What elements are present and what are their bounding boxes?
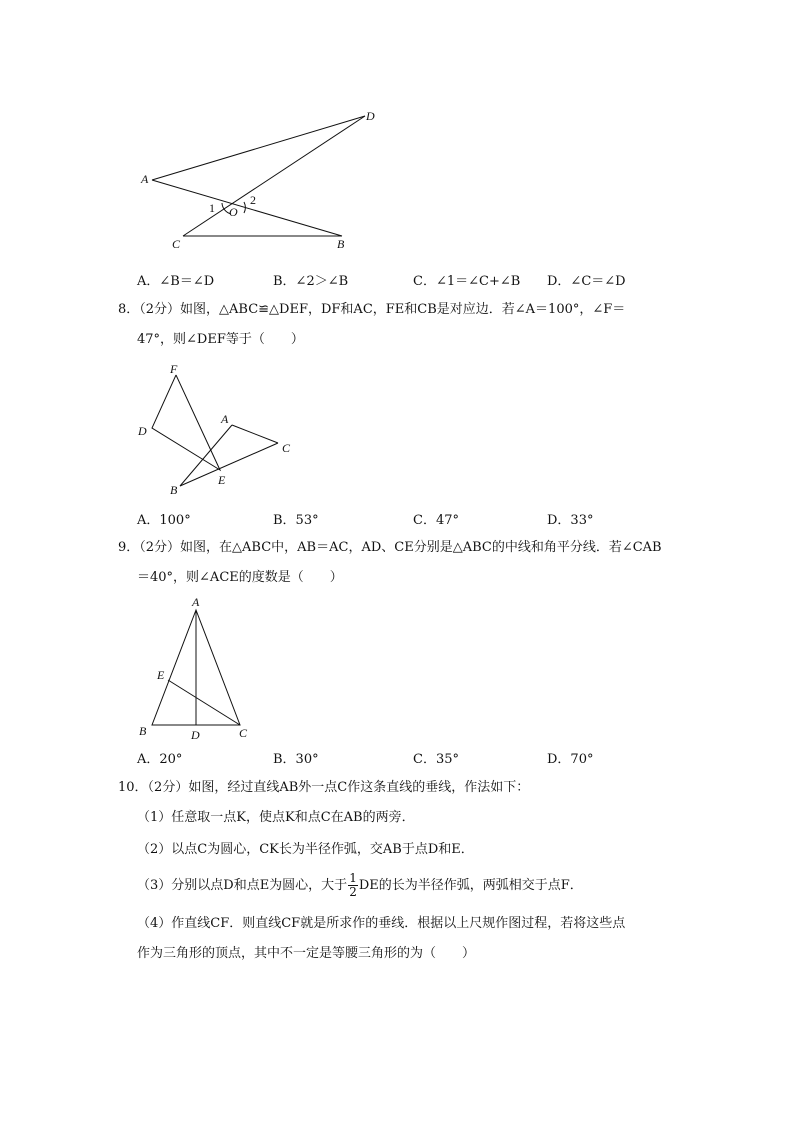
q8-option-c: C．47° [413, 513, 459, 528]
figure-q9-lines [152, 610, 240, 725]
label-B: B [337, 237, 345, 251]
q7-option-d: D．∠C＝∠D [547, 274, 626, 289]
fraction-denominator: 2 [349, 885, 357, 899]
q8-stem-line2: 47°，则∠DEF等于（ ） [137, 332, 304, 347]
q8-stem-line1: 8．（2分）如图，△ABC≌△DEF，DF和AC，FE和CB是对应边．若∠A＝100°，∠F＝ [118, 302, 626, 317]
label-F: F [170, 362, 178, 376]
label-D: D [191, 728, 200, 742]
label-E: E [157, 668, 165, 682]
q9-stem-line2: ＝40°，则∠ACE的度数是（ ） [137, 570, 343, 585]
label-A: A [221, 412, 229, 426]
q9-option-b: B．30° [273, 752, 319, 767]
q10-step-4-cont: 作为三角形的顶点，其中不一定是等腰三角形的为（ ） [137, 946, 476, 961]
label-B: B [139, 724, 147, 738]
label-E: E [218, 473, 226, 487]
q7-option-a: A．∠B＝∠D [137, 274, 215, 289]
q8-option-d: D．33° [547, 513, 594, 528]
q10-step-3 [137, 872, 583, 899]
q9-option-c: C．35° [413, 752, 459, 767]
q9-option-d: D．70° [547, 752, 594, 767]
q10-step-1: （1）任意取一点K，使点K和点C在AB的两旁． [137, 810, 415, 825]
label-angle-1: 1 [209, 201, 215, 215]
fraction-numerator: 1 [349, 871, 357, 885]
label-angle-2: 2 [250, 193, 256, 207]
label-A: A [192, 595, 200, 609]
q7-option-b: B．∠2＞∠B [273, 274, 349, 289]
q10-step-2: （2）以点C为圆心，CK长为半径作弧，交AB于点D和E． [137, 842, 474, 857]
label-C: C [172, 237, 181, 251]
label-D: D [138, 424, 147, 438]
label-C: C [239, 726, 248, 740]
q8-option-a: A．100° [137, 513, 191, 528]
label-D: D [366, 109, 375, 123]
q7-option-c: C．∠1＝∠C+∠B [413, 274, 521, 289]
label-A: A [141, 172, 149, 186]
q10-stem-line1: 10．（2分）如图，经过直线AB外一点C作这条直线的垂线，作法如下： [118, 780, 530, 795]
fraction-one-half [348, 872, 358, 899]
q10-step-3-pre: （3）分别以点D和点E为圆心，大于 [137, 878, 348, 893]
q8-option-b: B．53° [273, 513, 319, 528]
q9-option-a: A．20° [137, 752, 183, 767]
label-O: O [229, 205, 238, 219]
label-B: B [170, 483, 178, 497]
q10-step-3-post: DE的长为半径作弧，两弧相交于点F． [358, 878, 583, 893]
label-C: C [282, 441, 291, 455]
q9-stem-line1: 9．（2分）如图，在△ABC中，AB＝AC，AD、CE分别是△ABC的中线和角平分线．若∠CAB [118, 540, 662, 555]
q10-step-4: （4）作直线CF．则直线CF就是所求作的垂线．根据以上尺规作图过程，若将这些点 [137, 916, 626, 931]
